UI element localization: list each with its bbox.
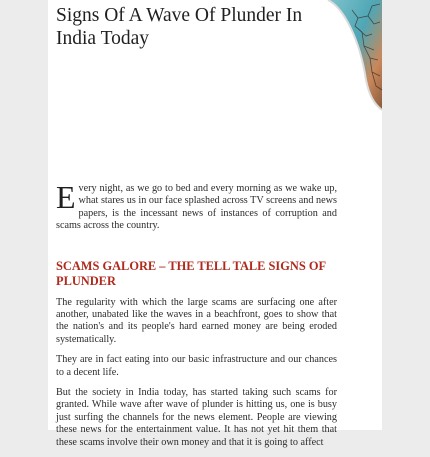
article-title: Signs Of A Wave Of Plunder In India Today [56, 5, 303, 49]
intro-paragraph [56, 179, 337, 233]
intro-text: very night, as we go to bed and every morning as we wake up, what stares us in our face splashed across TV screens and news papers, is the incessant news of instances of corruption and scams across the country. [56, 183, 337, 232]
drop-cap: E [56, 179, 76, 215]
section-heading: SCAMS GALORE – THE TELL TALE SIGNS OF PLUNDER [56, 258, 326, 289]
body-paragraph: But the society in India today, has started taking such scams for granted. While wave after wave of plunder is hitting us, one is busy just surfing the channels for the news element. People are viewing these news for the entertainment value. It has not yet hit them that these scams involve their own money and that it is going to affect [56, 387, 337, 448]
body-paragraph: The regularity with which the large scams are surfacing one after another, unabated like the waves in a beachfront, goes to show that the nation's and its people's hard earned money are being eroded systematically. [56, 296, 337, 345]
article-body [56, 179, 337, 457]
body-paragraph: They are in fact eating into our basic infrastructure and our chances to a decent life. [56, 354, 337, 378]
document-page [48, 0, 382, 448]
